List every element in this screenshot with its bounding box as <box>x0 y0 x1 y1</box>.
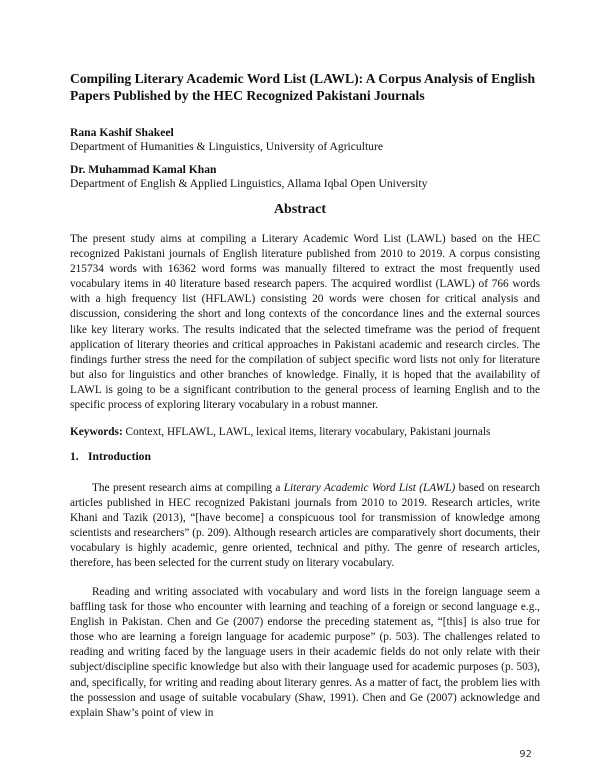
abstract-text: The present study aims at compiling a Literary Academic Word List (LAWL) based on the HEC recognized Pakistani journals of English literature published from 2010 to 2019. A corpus consisting 215734 words with 16362 word forms was manually filtered to extract the most frequently used vocabulary items in 40 literature based research papers. The acquired wordlist (LAWL) of 766 words with a high frequency list (HFLAWL) consisting 20 words were chosen for critical analysis and discussion, considering the short and long contexts of the concordance lines and the external sources like key literary works. The results indicated that the selected timeframe was the period of frequent application of literary theories and critical approaches in Pakistani academic and research circles. The findings further stress the need for the compilation of subject specific word lists not only for literature but also for linguistics and other branches of knowledge. Finally, it is hoped that the availability of LAWL is going to be a significant contribution to the general process of learning English and to the specific process of exploring literary vocabulary in a robust manner. <box>70 233 540 412</box>
section-number: 1. <box>70 450 79 463</box>
intro-p1-italic: Literary Academic Word List (LAWL) <box>283 482 456 494</box>
section-title: Introduction <box>88 450 151 463</box>
intro-p1-after: based on research articles published in HEC recognized Pakistani journals from 2010 to 2019. Research articles, write Khani and Tazik (2013), “[have become] a conspicuous tool for transmission of knowledge among scientists and researchers” (p. 209). Although research articles are comparatively short documents, their vocabulary is highly academic, genre oriented, technical and pithy. The genre of research articles, therefore, has been selected for the current study on literary vocabulary. <box>70 482 540 570</box>
author-affiliation-1: Department of Humanities & Linguistics, University of Agriculture <box>70 140 383 153</box>
author-name-2: Dr. Muhammad Kamal Khan <box>70 163 217 176</box>
author-affiliation-2: Department of English & Applied Linguistics, Allama Iqbal Open University <box>70 177 428 190</box>
paper-title: Compiling Literary Academic Word List (LAWL): A Corpus Analysis of English Papers Published by the HEC Recognized Pakistani Journals <box>70 71 536 103</box>
keywords-label: Keywords: <box>70 426 123 438</box>
keywords-text: Context, HFLAWL, LAWL, lexical items, literary vocabulary, Pakistani journals <box>122 426 491 438</box>
page-number: 92 <box>519 749 532 760</box>
intro-p1-before: The present research aims at compiling a <box>92 482 284 494</box>
author-name-1: Rana Kashif Shakeel <box>70 126 174 139</box>
keywords-line <box>70 425 540 440</box>
section-heading <box>70 450 151 463</box>
intro-paragraph-2: Reading and writing associated with vocabulary and word lists in the foreign language seem a baffling task for those who encounter with learning and teaching of a foreign or second language e.g., English in Pakistan. Chen and Ge (2007) endorse the preceding statement as, “[this] is also true for those who are learning a foreign language for academic purpose” (p. 503). The challenges related to reading and writing faced by the language users in their academic fields do not only relate with their subject/discipline specific knowledge but also with their language used for academic purposes (p. 503), and, specifically, for writing and reading about literary genres. As a matter of fact, the problem lies with the possession and usage of suitable vocabulary (Shaw, 1991). Chen and Ge (2007) acknowledge and explain Shaw’s point of view in <box>70 586 540 719</box>
intro-paragraph-1 <box>70 481 540 572</box>
abstract-heading: Abstract <box>273 202 327 217</box>
